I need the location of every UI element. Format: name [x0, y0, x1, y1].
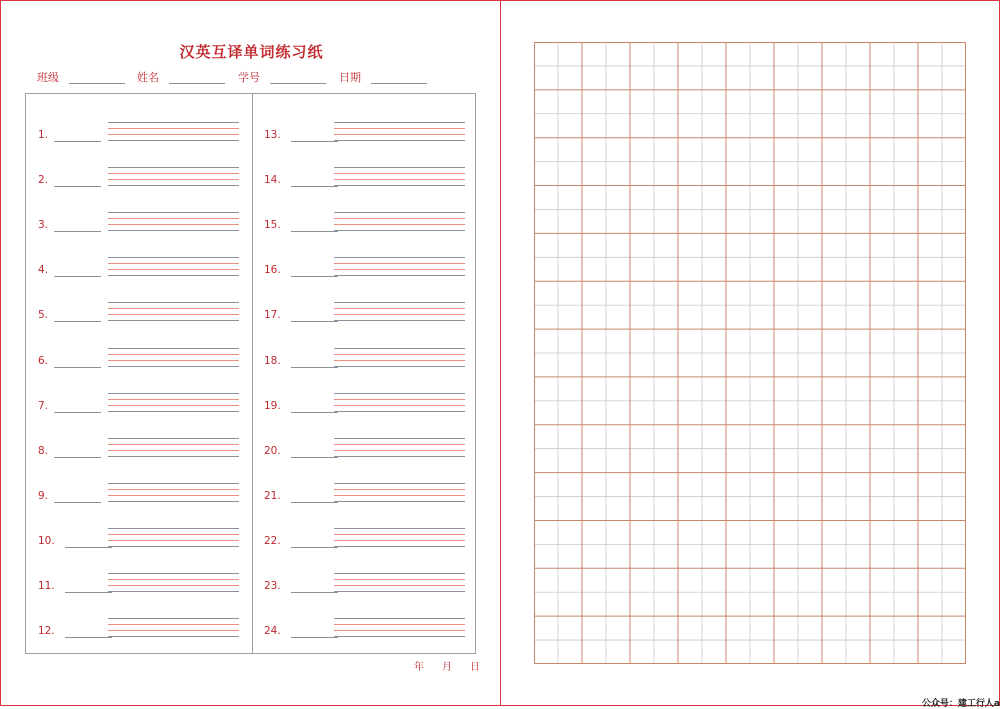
- english-guide-line: [108, 591, 239, 592]
- word-entry: [264, 174, 474, 198]
- english-guide-line: [334, 354, 465, 355]
- name-field[interactable]: [169, 83, 225, 84]
- entry-number: 20.: [264, 444, 281, 457]
- english-guide-line: [334, 128, 465, 129]
- chinese-answer-line[interactable]: [54, 502, 101, 503]
- english-guide-line: [108, 212, 239, 213]
- english-guide-line: [334, 218, 465, 219]
- english-guide-line: [108, 546, 239, 547]
- chinese-answer-line[interactable]: [54, 457, 101, 458]
- entry-number: 24.: [264, 625, 281, 638]
- date-label: 日期: [339, 71, 361, 84]
- entry-number: 1.: [38, 129, 49, 141]
- entry-number: 22.: [264, 534, 281, 547]
- entry-number: 23.: [264, 580, 281, 592]
- chinese-answer-line[interactable]: [54, 141, 101, 142]
- english-guide-line: [108, 495, 239, 496]
- grid-svg: [534, 42, 966, 664]
- english-writing-lines[interactable]: [334, 122, 465, 141]
- english-guide-line: [108, 167, 239, 168]
- word-entry: [264, 625, 474, 649]
- english-writing-lines[interactable]: [334, 212, 465, 231]
- entry-number: 17.: [264, 309, 281, 322]
- english-guide-line: [334, 185, 465, 186]
- english-guide-line: [108, 179, 239, 180]
- chinese-answer-line[interactable]: [291, 637, 338, 638]
- english-guide-line: [108, 320, 239, 321]
- english-guide-line: [334, 573, 465, 574]
- english-guide-line: [334, 269, 465, 270]
- entry-number: 15.: [264, 219, 281, 232]
- english-guide-line: [334, 393, 465, 394]
- english-guide-line: [334, 348, 465, 349]
- english-writing-lines[interactable]: [334, 618, 465, 637]
- student-id-field[interactable]: [270, 83, 326, 84]
- chinese-answer-line[interactable]: [65, 547, 112, 548]
- english-guide-line: [108, 573, 239, 574]
- english-guide-line: [108, 224, 239, 225]
- english-guide-line: [108, 624, 239, 625]
- chinese-answer-line[interactable]: [54, 321, 101, 322]
- english-guide-line: [334, 399, 465, 400]
- english-guide-line: [108, 585, 239, 586]
- entry-number: 6.: [38, 354, 49, 367]
- english-guide-line: [108, 308, 239, 309]
- word-entry: [38, 309, 248, 333]
- english-writing-lines[interactable]: [334, 393, 465, 412]
- english-writing-lines[interactable]: [334, 528, 465, 547]
- english-guide-line: [108, 540, 239, 541]
- english-guide-line: [334, 483, 465, 484]
- english-guide-line: [334, 618, 465, 619]
- english-guide-line: [334, 257, 465, 258]
- english-guide-line: [334, 275, 465, 276]
- english-guide-line: [108, 263, 239, 264]
- english-guide-line: [108, 630, 239, 631]
- english-guide-line: [108, 354, 239, 355]
- english-writing-lines[interactable]: [108, 302, 239, 321]
- english-guide-line: [108, 579, 239, 580]
- english-guide-line: [108, 230, 239, 231]
- english-guide-line: [108, 489, 239, 490]
- english-writing-lines[interactable]: [334, 438, 465, 457]
- english-guide-line: [334, 230, 465, 231]
- word-entry: [38, 400, 248, 424]
- chinese-answer-line[interactable]: [54, 186, 101, 187]
- english-writing-lines[interactable]: [108, 122, 239, 141]
- english-guide-line: [108, 618, 239, 619]
- english-guide-line: [108, 134, 239, 135]
- english-guide-line: [334, 450, 465, 451]
- entry-number: 4.: [38, 264, 49, 277]
- word-entry: [264, 129, 474, 153]
- english-guide-line: [334, 489, 465, 490]
- chinese-answer-line[interactable]: [54, 231, 101, 232]
- english-guide-line: [108, 348, 239, 349]
- english-guide-line: [334, 624, 465, 625]
- chinese-answer-line[interactable]: [65, 592, 112, 593]
- date-field[interactable]: [371, 83, 427, 84]
- chinese-answer-line[interactable]: [54, 276, 101, 277]
- english-guide-line: [334, 134, 465, 135]
- entry-number: 8.: [38, 444, 49, 457]
- entry-number: 16.: [264, 264, 281, 277]
- entry-number: 14.: [264, 174, 281, 187]
- english-guide-line: [108, 302, 239, 303]
- english-guide-line: [334, 630, 465, 631]
- entry-number: 18.: [264, 354, 281, 367]
- english-guide-line: [108, 140, 239, 141]
- english-guide-line: [334, 308, 465, 309]
- english-writing-lines[interactable]: [334, 483, 465, 502]
- chinese-answer-line[interactable]: [291, 592, 338, 593]
- chinese-answer-line[interactable]: [54, 367, 101, 368]
- entry-number: 5.: [38, 309, 49, 322]
- word-entry: [264, 535, 474, 559]
- name-label: 姓名: [137, 71, 159, 84]
- chinese-answer-line[interactable]: [291, 367, 338, 368]
- word-entry: [38, 535, 248, 559]
- word-entry: [38, 490, 248, 514]
- word-entry: [38, 174, 248, 198]
- word-entry: [264, 400, 474, 424]
- english-writing-lines[interactable]: [108, 348, 239, 367]
- chinese-answer-line[interactable]: [291, 412, 338, 413]
- english-writing-lines[interactable]: [108, 257, 239, 276]
- chinese-answer-line[interactable]: [65, 637, 112, 638]
- class-field[interactable]: [69, 83, 125, 84]
- english-guide-line: [108, 366, 239, 367]
- chinese-answer-line[interactable]: [291, 321, 338, 322]
- english-guide-line: [108, 173, 239, 174]
- english-guide-line: [108, 218, 239, 219]
- entry-number: 10.: [38, 534, 55, 547]
- english-guide-line: [334, 444, 465, 445]
- entry-number: 12.: [38, 625, 55, 638]
- english-guide-line: [334, 263, 465, 264]
- word-entry: [38, 219, 248, 243]
- english-guide-line: [334, 366, 465, 367]
- english-guide-line: [334, 546, 465, 547]
- english-guide-line: [108, 438, 239, 439]
- english-guide-line: [108, 360, 239, 361]
- word-entry: [264, 445, 474, 469]
- chinese-answer-line[interactable]: [291, 502, 338, 503]
- word-entry: [38, 625, 248, 649]
- english-writing-lines[interactable]: [334, 167, 465, 186]
- english-writing-lines[interactable]: [334, 348, 465, 367]
- entry-number: 9.: [38, 489, 49, 502]
- english-guide-line: [334, 636, 465, 637]
- english-writing-lines[interactable]: [334, 573, 465, 592]
- class-label: 班级: [37, 71, 59, 84]
- english-writing-lines[interactable]: [108, 573, 239, 592]
- english-guide-line: [334, 314, 465, 315]
- english-guide-line: [334, 320, 465, 321]
- english-writing-lines[interactable]: [108, 212, 239, 231]
- chinese-answer-line[interactable]: [291, 457, 338, 458]
- english-writing-lines[interactable]: [108, 167, 239, 186]
- entry-number: 11.: [38, 580, 55, 592]
- english-guide-line: [108, 393, 239, 394]
- english-guide-line: [334, 212, 465, 213]
- word-entry: [38, 264, 248, 288]
- english-guide-line: [334, 585, 465, 586]
- english-guide-line: [334, 579, 465, 580]
- english-guide-line: [334, 140, 465, 141]
- word-entry: [264, 580, 474, 604]
- writing-grid: [534, 42, 966, 664]
- english-writing-lines[interactable]: [108, 528, 239, 547]
- english-guide-line: [108, 257, 239, 258]
- entry-number: 3.: [38, 219, 49, 232]
- english-guide-line: [334, 302, 465, 303]
- word-entry: [264, 490, 474, 514]
- english-guide-line: [108, 483, 239, 484]
- entry-number: 13.: [264, 129, 281, 141]
- english-guide-line: [108, 636, 239, 637]
- english-writing-lines[interactable]: [334, 302, 465, 321]
- english-guide-line: [334, 540, 465, 541]
- english-guide-line: [334, 179, 465, 180]
- word-entry: [264, 219, 474, 243]
- footer-year: 年: [414, 662, 424, 673]
- english-guide-line: [334, 411, 465, 412]
- english-guide-line: [334, 438, 465, 439]
- column-divider: [252, 94, 253, 653]
- english-guide-line: [334, 173, 465, 174]
- english-guide-line: [108, 405, 239, 406]
- student-id-label: 学号: [238, 71, 260, 84]
- english-guide-line: [108, 534, 239, 535]
- english-guide-line: [334, 528, 465, 529]
- page-title: 汉英互译单词练习纸: [179, 43, 324, 61]
- english-guide-line: [108, 450, 239, 451]
- english-guide-line: [108, 314, 239, 315]
- footer-day: 日: [470, 662, 480, 673]
- english-guide-line: [108, 399, 239, 400]
- word-entry: [38, 355, 248, 379]
- english-guide-line: [334, 167, 465, 168]
- english-writing-lines[interactable]: [108, 618, 239, 637]
- english-guide-line: [108, 444, 239, 445]
- chinese-answer-line[interactable]: [291, 231, 338, 232]
- word-entry: [264, 309, 474, 333]
- english-guide-line: [108, 128, 239, 129]
- english-guide-line: [108, 122, 239, 123]
- entry-number: 19.: [264, 399, 281, 412]
- english-guide-line: [334, 405, 465, 406]
- entry-number: 21.: [264, 489, 281, 502]
- english-guide-line: [334, 360, 465, 361]
- entry-number: 2.: [38, 174, 49, 187]
- english-guide-line: [334, 224, 465, 225]
- word-entry: [38, 129, 248, 153]
- word-entry: [38, 580, 248, 604]
- footer-month: 月: [442, 662, 452, 673]
- chinese-answer-line[interactable]: [291, 186, 338, 187]
- entry-number: 7.: [38, 399, 49, 412]
- english-guide-line: [334, 122, 465, 123]
- left-page: [0, 0, 501, 706]
- english-guide-line: [108, 269, 239, 270]
- chinese-answer-line[interactable]: [291, 547, 338, 548]
- watermark-text: 公众号：建工行人a: [921, 699, 1000, 709]
- word-entry: [38, 445, 248, 469]
- word-table: [25, 93, 476, 654]
- english-guide-line: [108, 275, 239, 276]
- english-writing-lines[interactable]: [334, 257, 465, 276]
- english-guide-line: [108, 501, 239, 502]
- english-guide-line: [108, 456, 239, 457]
- english-guide-line: [334, 501, 465, 502]
- english-writing-lines[interactable]: [108, 393, 239, 412]
- english-writing-lines[interactable]: [108, 483, 239, 502]
- english-guide-line: [334, 495, 465, 496]
- english-guide-line: [334, 456, 465, 457]
- english-guide-line: [108, 185, 239, 186]
- chinese-answer-line[interactable]: [54, 412, 101, 413]
- english-guide-line: [334, 534, 465, 535]
- word-entry: [264, 264, 474, 288]
- english-guide-line: [108, 528, 239, 529]
- word-entry: [264, 355, 474, 379]
- english-guide-line: [334, 591, 465, 592]
- english-guide-line: [108, 411, 239, 412]
- chinese-answer-line[interactable]: [291, 276, 338, 277]
- chinese-answer-line[interactable]: [291, 141, 338, 142]
- english-writing-lines[interactable]: [108, 438, 239, 457]
